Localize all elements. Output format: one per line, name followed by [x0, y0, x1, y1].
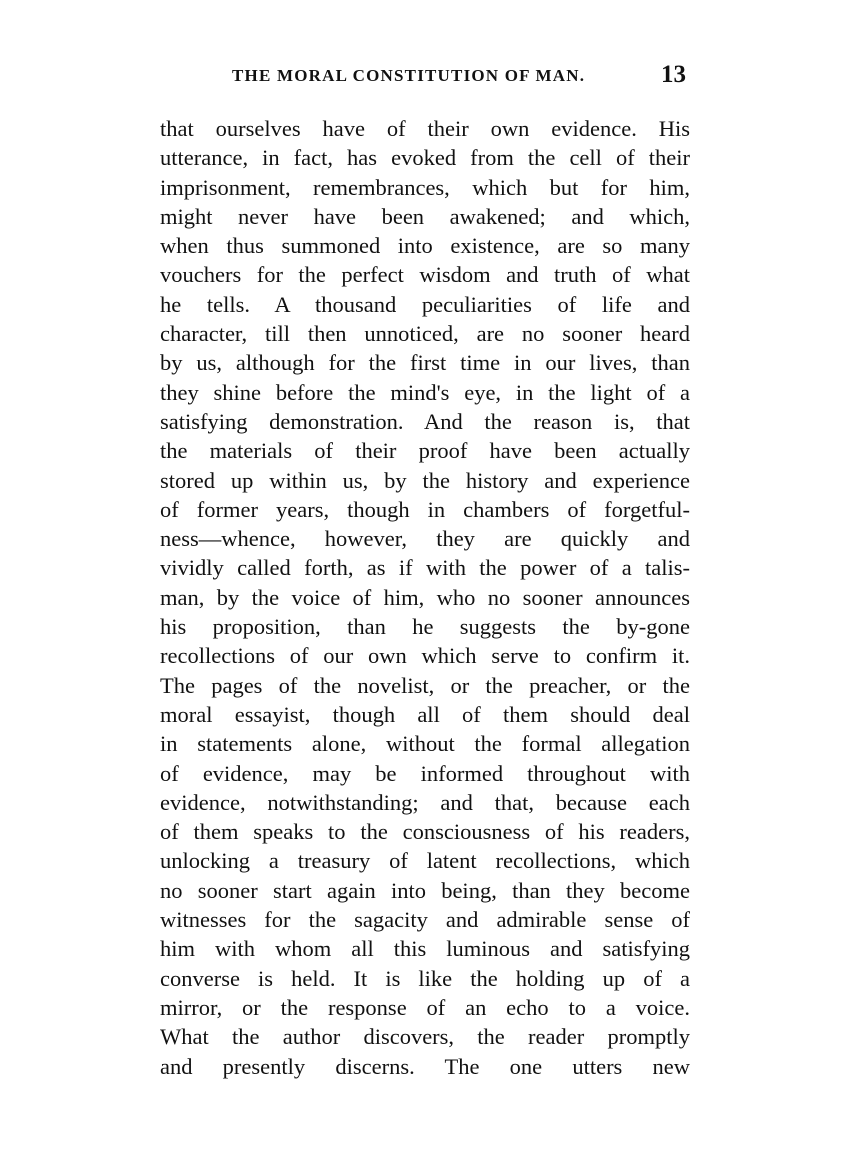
text-line: converse is held. It is like the holding up of a: [160, 965, 690, 991]
text-line: his proposition, than he suggests the by-gone: [160, 614, 690, 640]
text-line: when thus summoned into existence, are so many: [160, 233, 690, 259]
text-line: ness—whence, however, they are quickly and: [160, 526, 690, 552]
text-line: vividly called forth, as if with the power of a talis-: [160, 555, 690, 581]
running-title: THE MORAL CONSTITUTION OF MAN.: [232, 66, 586, 85]
text-line: of former years, though in chambers of forgetful-: [160, 496, 690, 522]
text-line: they shine before the mind's eye, in the light of a: [160, 379, 690, 405]
text-line: no sooner start again into being, than they become: [160, 877, 690, 903]
text-line: might never have been awakened; and which,: [160, 203, 690, 229]
text-line: the materials of their proof have been actually: [160, 438, 690, 464]
text-line: by us, although for the first time in our lives, than: [160, 350, 690, 376]
text-line: stored up within us, by the history and experience: [160, 467, 690, 493]
text-line: mirror, or the response of an echo to a voice.: [160, 994, 690, 1020]
text-line: that ourselves have of their own evidence. His: [160, 116, 690, 141]
text-line: recollections of our own which serve to confirm it.: [160, 643, 690, 669]
text-line: evidence, notwithstanding; and that, because each: [160, 789, 690, 815]
text-line: utterance, in fact, has evoked from the cell of their: [160, 145, 690, 171]
page-number: 13: [661, 61, 686, 88]
text-line: vouchers for the perfect wisdom and truth of what: [160, 262, 690, 288]
text-line: imprisonment, remembrances, which but for him,: [160, 174, 690, 200]
text-line: moral essayist, though all of them should deal: [160, 701, 690, 727]
text-line: The pages of the novelist, or the preacher, or the: [160, 672, 690, 698]
text-line: in statements alone, without the formal allegation: [160, 731, 690, 757]
text-line: him with whom all this luminous and satisfying: [160, 936, 690, 962]
text-line: of them speaks to the consciousness of his readers,: [160, 819, 690, 845]
text-line: and presently discerns. The one utters new: [160, 1053, 690, 1079]
text-line: of evidence, may be informed throughout with: [160, 760, 690, 786]
running-head: [160, 61, 690, 94]
text-line: witnesses for the sagacity and admirable sense of: [160, 907, 690, 933]
text-line: he tells. A thousand peculiarities of life and: [160, 291, 690, 317]
body-text: [160, 114, 690, 1081]
text-line: character, till then unnoticed, are no sooner heard: [160, 321, 690, 347]
text-line: man, by the voice of him, who no sooner announces: [160, 584, 690, 610]
text-line: unlocking a treasury of latent recollections, which: [160, 848, 690, 874]
text-line: satisfying demonstration. And the reason is, that: [160, 408, 690, 434]
text-line: What the author discovers, the reader promptly: [160, 1024, 690, 1050]
